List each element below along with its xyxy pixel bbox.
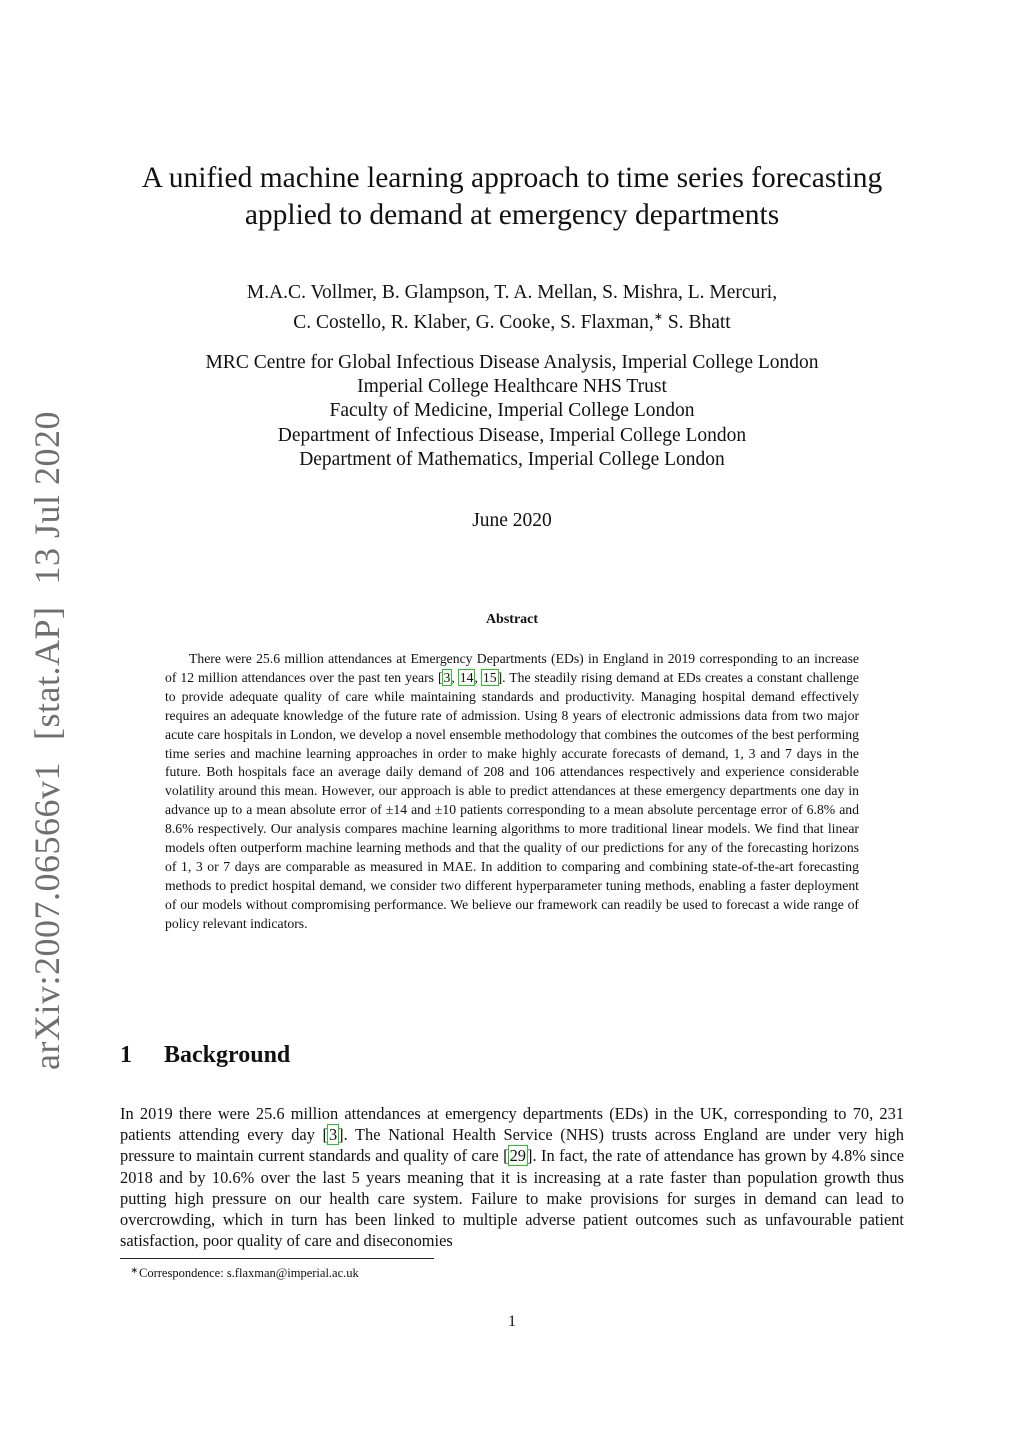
body-paragraph	[120, 1103, 904, 1251]
abstract-heading: Abstract	[485, 612, 539, 627]
authors-line-2-names: C. Costello, R. Klaber, G. Cooke, S. Flaxman,	[293, 312, 654, 333]
footnote	[120, 1262, 720, 1282]
paper-date: June 2020	[472, 510, 552, 531]
affiliation-5: Department of Mathematics, Imperial College London	[299, 448, 725, 470]
authors-line-2-last: S. Bhatt	[663, 312, 731, 333]
body-text-a: In 2019 there were 25.6 million attendances at emergency departments (EDs) in the UK, corresponding to 70, 231 patients attending every day [	[120, 1104, 904, 1145]
body-text-c: ]. In fact, the rate of attendance has grown by 4.8% since 2018 and by 10.6% over the last 5 years meaning that it is increasing at a rate faster than population growth thus putting high pressure on our health care system. Failure to make provisions for surges in demand can lead to overcrowding, which in turn has been linked to multiple adverse patient outcomes such as unfavourable patient satisfaction, poor quality of care and diseconomies	[120, 1146, 904, 1251]
affiliation-list	[130, 351, 894, 472]
authors-line-1: M.A.C. Vollmer, B. Glampson, T. A. Mellan, S. Mishra, L. Mercuri,	[246, 282, 778, 303]
section-heading	[120, 1040, 520, 1070]
citation-link-3[interactable]: 3	[443, 669, 451, 685]
title-line-1: A unified machine learning approach to time series forecasting	[141, 162, 883, 194]
footnote-divider	[120, 1258, 434, 1259]
abstract-text-b: ]. The steadily rising demand at EDs creates a constant challenge to provide adequate quality of care while maintaining standards and productivity. Managing hospital demand effectively requires an adequate knowledge of the future rate of admission. Using 8 years of electronic admissions data from two major acute care hospitals in London, we develop a novel ensemble methodology that combines the outcomes of the best performing time series and machine learning approaches in order to make highly accurate forecasts of demand, 1, 3 and 7 days in the future. Both hospitals face an average daily demand of 208 and 106 attendances respectively and experience considerable volatility around this mean. However, our approach is able to predict attendances at these emergency departments one day in advance up to a mean absolute error of ±14 and ±10 patients corresponding to a mean absolute percentage error of 6.8% and 8.6% respectively. Our analysis compares machine learning algorithms to more traditional linear models. We find that linear models often outperform machine learning methods and that the quality of our predictions for any of the forecasting horizons of 1, 3 or 7 days are comparable as measured in MAE. In addition to comparing and combining state-of-the-art forecasting methods to predict hospital demand, we consider two different hyperparameter tuning methods, enabling a faster deployment of our models without compromising performance. We believe our framework can readily be used to forecast a wide range of policy relevant indicators.	[165, 669, 860, 931]
citation-link-14[interactable]: 14	[459, 669, 474, 685]
citation-link-29[interactable]: 29	[509, 1146, 526, 1166]
footnote-mark: ∗	[130, 1265, 138, 1275]
corresponding-author-mark: ∗	[653, 311, 663, 323]
affiliation-1: MRC Centre for Global Infectious Disease Analysis, Imperial College London	[205, 352, 819, 373]
section-title: Background	[164, 1042, 291, 1068]
title-line-2: applied to demand at emergency departments	[244, 199, 780, 231]
paper-title	[100, 160, 924, 234]
page-number: 1	[508, 1313, 516, 1330]
section-number: 1	[120, 1042, 132, 1068]
citation-link-15[interactable]: 15	[482, 669, 497, 685]
citation-link-3-body[interactable]: 3	[328, 1125, 338, 1145]
arxiv-sidebar-stamp	[22, 411, 72, 1070]
abstract-text-a: There were 25.6 million attendances at Emergency Departments (EDs) in England in 2019 corresponding to an increase of 12 million attendances over the past ten years [	[165, 651, 859, 685]
abstract-paragraph	[165, 650, 859, 934]
affiliation-3: Faculty of Medicine, Imperial College London	[329, 400, 695, 422]
authors-line-2	[150, 305, 874, 335]
arxiv-id: arXiv:2007.06566v1	[27, 762, 67, 1070]
footnote-text: Correspondence: s.flaxman@imperial.ac.uk	[139, 1266, 359, 1280]
arxiv-date: 13 Jul 2020	[27, 411, 67, 585]
citation-separator: ,	[474, 669, 482, 685]
arxiv-category: [stat.AP]	[27, 606, 67, 741]
affiliation-4: Department of Infectious Disease, Imperial College London	[277, 424, 747, 446]
body-text-b: ]. The National Health Service (NHS) trusts across England are under very high pressure to maintain current standards and quality of care [	[120, 1125, 904, 1166]
citation-separator: ,	[451, 669, 459, 685]
affiliation-2: Imperial College Healthcare NHS Trust	[357, 376, 667, 398]
author-list	[150, 280, 874, 335]
